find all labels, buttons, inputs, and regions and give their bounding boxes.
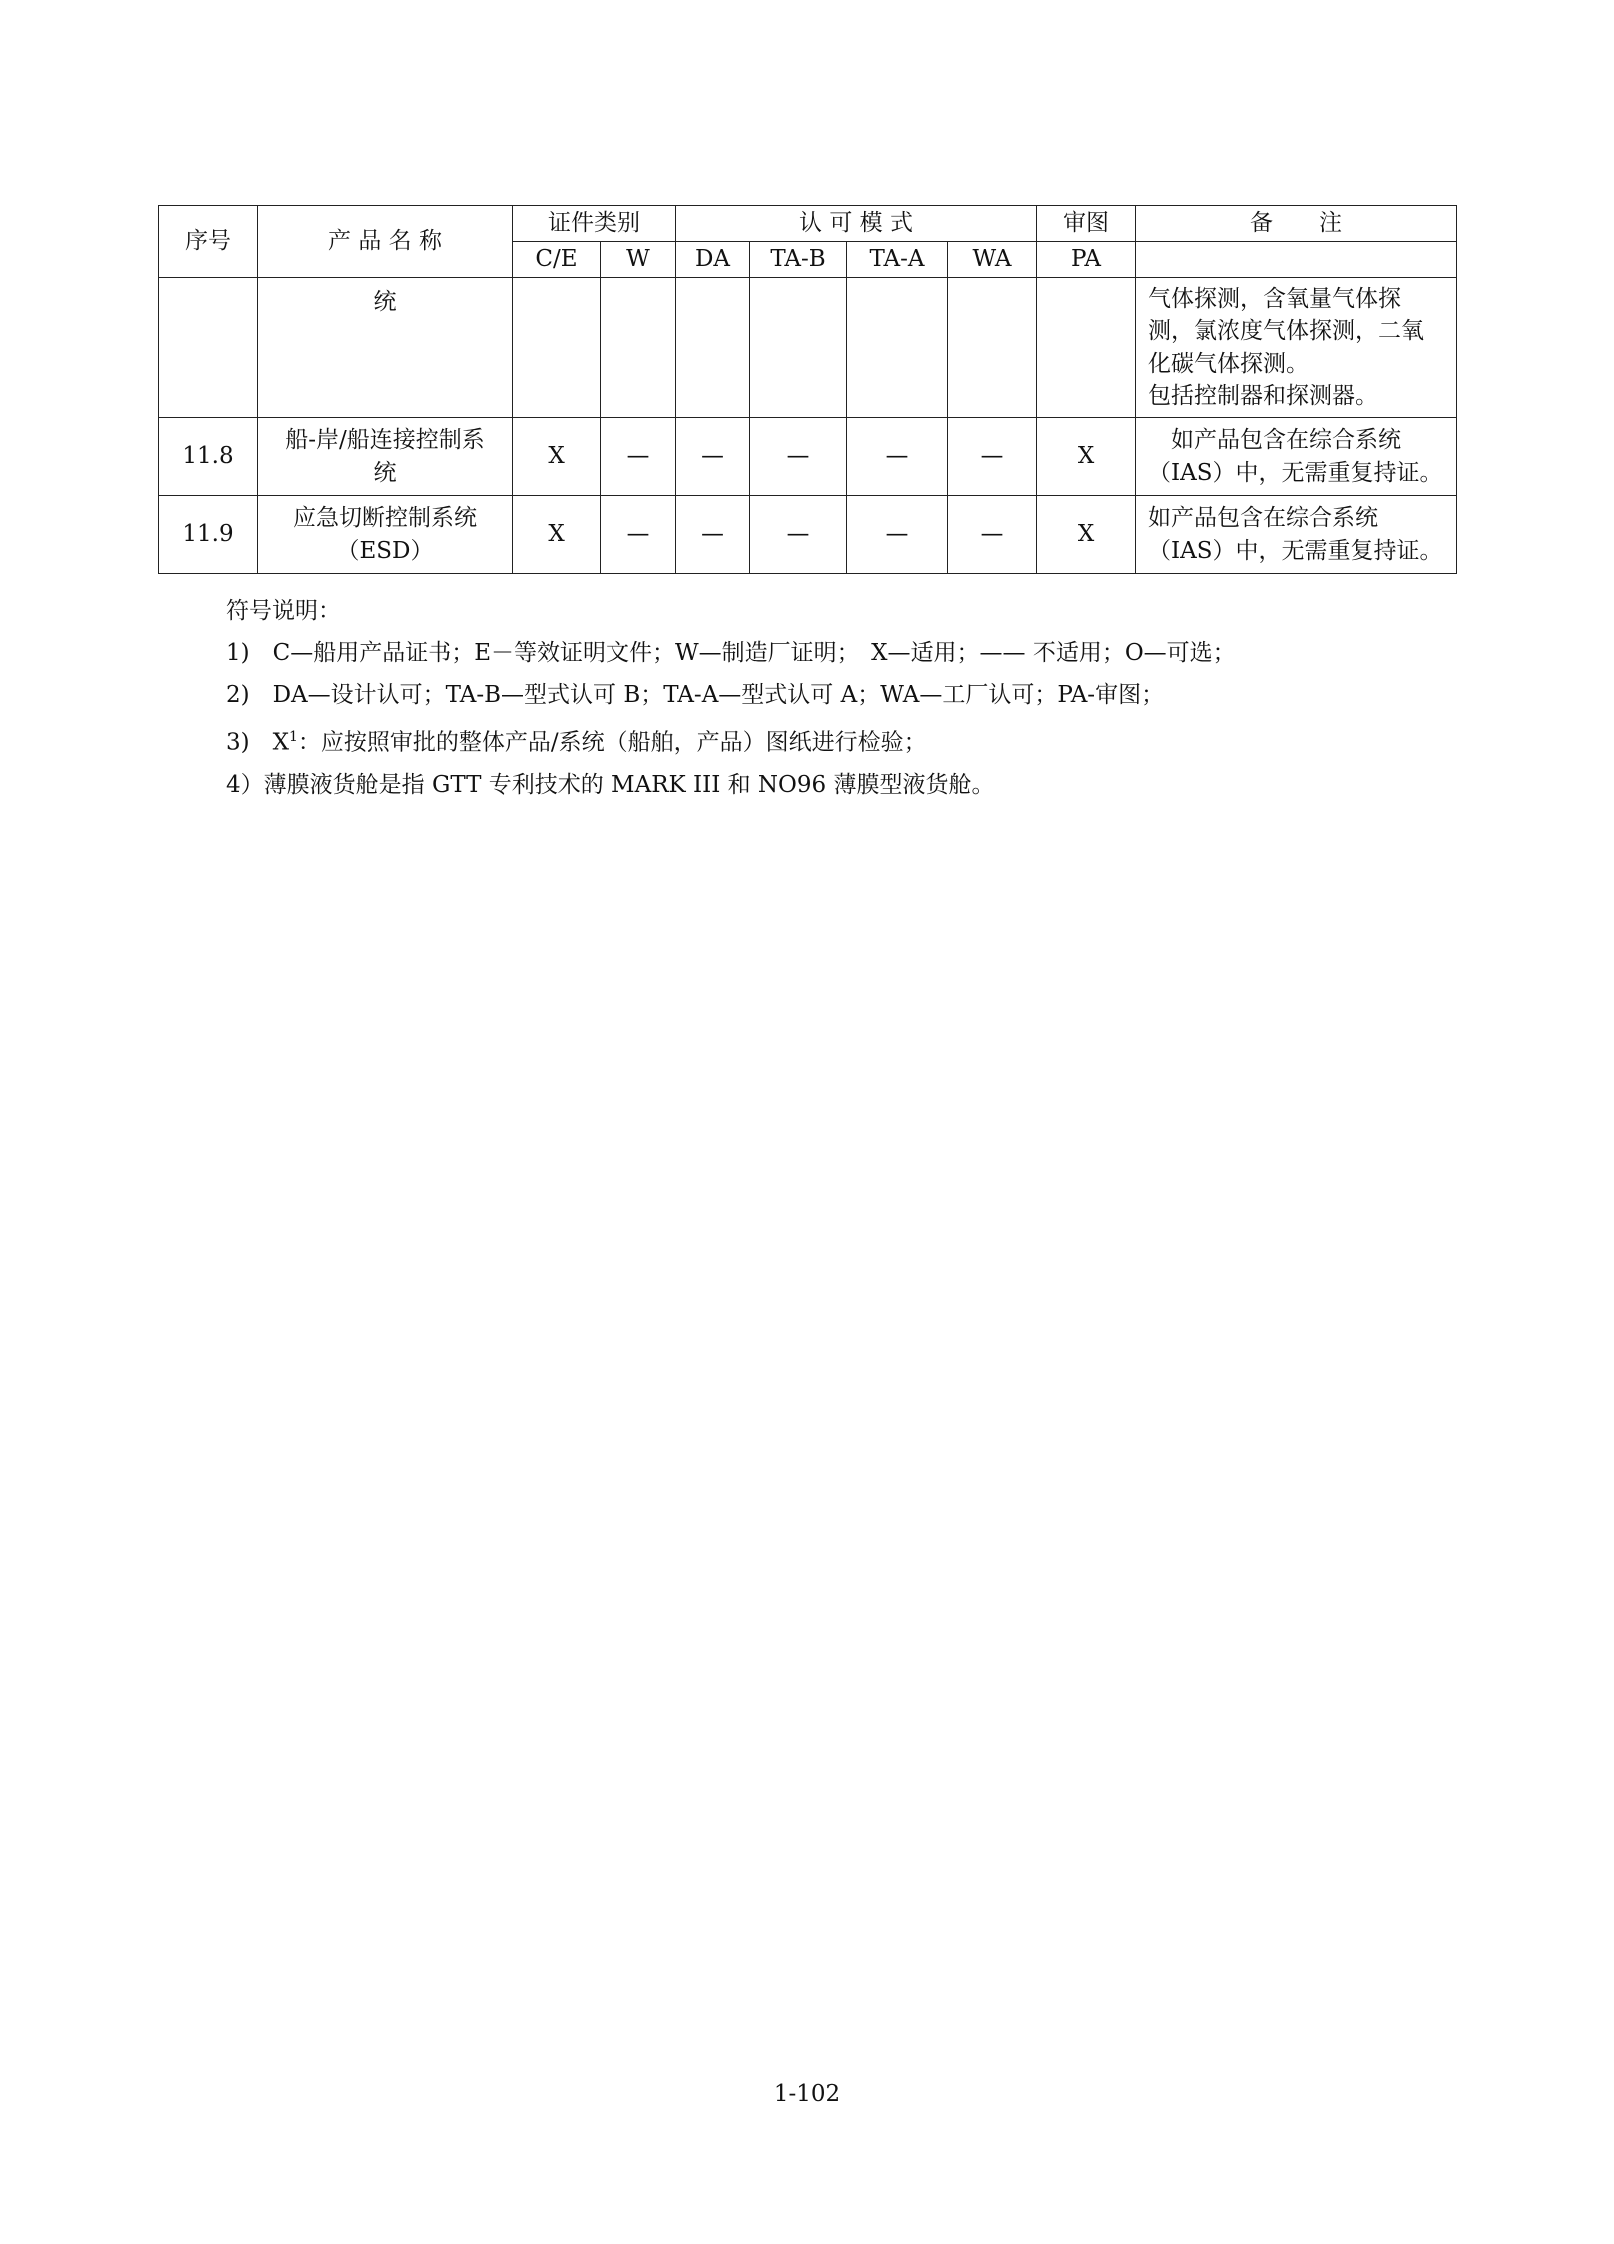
certification-table xyxy=(158,205,1457,574)
cell-product-name: 统 xyxy=(258,278,513,418)
cell-w xyxy=(601,278,676,418)
header-tab: TA-B xyxy=(750,242,847,278)
table-row xyxy=(159,278,1457,418)
cell-w: — xyxy=(601,496,676,574)
cell-ce: X xyxy=(513,496,601,574)
cell-wa: — xyxy=(948,496,1037,574)
page-number: 1-102 xyxy=(773,2081,841,2107)
cell-da xyxy=(676,278,750,418)
product-name-line: （ESD） xyxy=(336,537,434,564)
cell-pa xyxy=(1037,278,1136,418)
note-2: 2) DA—设计认可；TA-B—型式认可 B；TA-A—型式认可 A；WA—工厂认可；PA-审图； xyxy=(226,682,1165,708)
product-name-line: 船-岸/船连接控制系 xyxy=(285,427,485,454)
product-name-line: 应急切断控制系统 xyxy=(293,505,477,532)
header-w: W xyxy=(601,242,676,278)
remark-line: 测，氯浓度气体探测，二氧 xyxy=(1148,318,1424,345)
cell-w: — xyxy=(601,418,676,496)
cell-tab: — xyxy=(750,496,847,574)
cell-da: — xyxy=(676,496,750,574)
cell-tab: — xyxy=(750,418,847,496)
header-approval-mode: 认 可 模 式 xyxy=(676,206,1037,242)
notes-title: 符号说明： xyxy=(226,598,341,624)
cell-seq: 11.9 xyxy=(159,496,258,574)
cell-remark xyxy=(1136,418,1457,496)
header-seq: 序号 xyxy=(159,206,258,278)
product-name-line: 统 xyxy=(373,459,397,486)
cell-taa: — xyxy=(847,496,948,574)
note-4: 4）薄膜液货舱是指 GTT 专利技术的 MARK III 和 NO96 薄膜型液货舱。 xyxy=(226,771,995,798)
header-remark-blank xyxy=(1136,242,1457,278)
note-1: 1) C—船用产品证书；E－等效证明文件；W—制造厂证明； X—适用；—— 不适用；O—可选； xyxy=(226,640,1236,666)
cell-wa xyxy=(948,278,1037,418)
cell-taa xyxy=(847,278,948,418)
header-ce: C/E xyxy=(513,242,601,278)
remark-line: 如产品包含在综合系统 xyxy=(1148,427,1401,454)
symbol-notes xyxy=(226,590,1236,806)
note-3-superscript: 1 xyxy=(288,729,298,745)
note-3-prefix: 3) X xyxy=(226,729,289,756)
cell-product-name xyxy=(258,496,513,574)
remark-line: （IAS）中，无需重复持证。 xyxy=(1148,537,1443,564)
remark-line: 如产品包含在综合系统 xyxy=(1148,505,1378,532)
cell-product-name xyxy=(258,418,513,496)
header-row-1 xyxy=(159,206,1457,242)
cell-taa: — xyxy=(847,418,948,496)
header-da: DA xyxy=(676,242,750,278)
cell-seq xyxy=(159,278,258,418)
table-row xyxy=(159,496,1457,574)
cell-wa: — xyxy=(948,418,1037,496)
remark-line: （IAS）中，无需重复持证。 xyxy=(1148,459,1443,486)
note-3-text: ：应按照审批的整体产品/系统（船舶，产品）图纸进行检验； xyxy=(297,729,927,756)
header-product-name: 产 品 名 称 xyxy=(258,206,513,278)
header-cert-type: 证件类别 xyxy=(513,206,676,242)
cell-ce xyxy=(513,278,601,418)
cell-pa: X xyxy=(1037,418,1136,496)
header-wa: WA xyxy=(948,242,1037,278)
cell-da: — xyxy=(676,418,750,496)
table-row xyxy=(159,418,1457,496)
remark-line: 化碳气体探测。 xyxy=(1148,350,1309,377)
note-3 xyxy=(226,716,1236,764)
cell-tab xyxy=(750,278,847,418)
remark-line: 气体探测，含氧量气体探 xyxy=(1148,286,1401,313)
cell-pa: X xyxy=(1037,496,1136,574)
header-remark: 备 注 xyxy=(1136,206,1457,242)
header-taa: TA-A xyxy=(847,242,948,278)
cell-seq: 11.8 xyxy=(159,418,258,496)
header-review: 审图 xyxy=(1037,206,1136,242)
cell-ce: X xyxy=(513,418,601,496)
cell-remark xyxy=(1136,278,1457,418)
remark-line: 包括控制器和探测器。 xyxy=(1148,382,1378,409)
header-pa: PA xyxy=(1037,242,1136,278)
cell-remark xyxy=(1136,496,1457,574)
